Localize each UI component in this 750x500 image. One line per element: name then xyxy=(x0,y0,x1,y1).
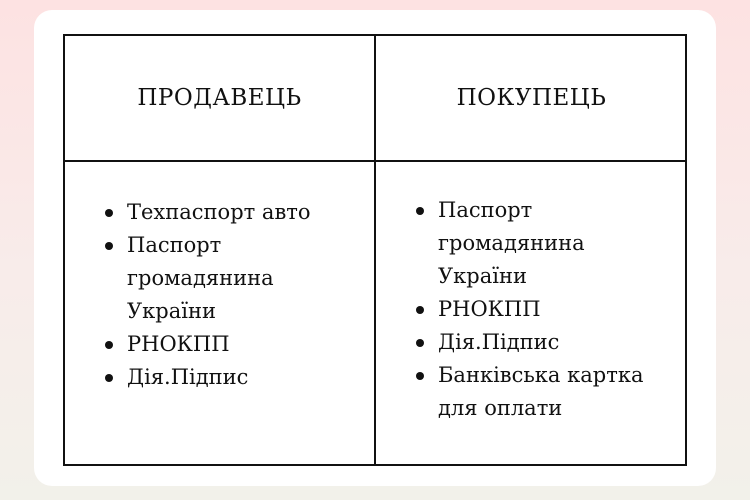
list-item-text: Дія.Підпис xyxy=(127,365,249,389)
list-item xyxy=(416,194,664,293)
list-item xyxy=(105,229,345,328)
buyer-header: ПОКУПЕЦЬ xyxy=(456,85,607,111)
buyer-items-list xyxy=(416,194,664,425)
list-item-text: Паспорт громадянина України xyxy=(127,233,274,323)
seller-header-cell xyxy=(65,36,376,162)
bullet-icon xyxy=(105,374,113,382)
buyer-items-cell xyxy=(376,162,687,464)
list-item xyxy=(105,328,345,361)
list-item-text: Техпаспорт авто xyxy=(127,200,311,224)
seller-header: ПРОДАВЕЦЬ xyxy=(137,85,302,111)
list-item xyxy=(416,326,664,359)
seller-items-list xyxy=(105,196,345,394)
bullet-icon xyxy=(416,207,424,215)
bullet-icon xyxy=(105,341,113,349)
bullet-icon xyxy=(105,209,113,217)
documents-table xyxy=(63,34,687,466)
list-item-text: РНОКПП xyxy=(127,332,230,356)
bullet-icon xyxy=(416,372,424,380)
list-item-text: Дія.Підпис xyxy=(438,330,560,354)
list-item xyxy=(105,196,345,229)
buyer-header-cell xyxy=(376,36,687,162)
list-item xyxy=(105,361,345,394)
seller-items-cell xyxy=(65,162,376,464)
list-item-text: Паспорт громадянина України xyxy=(438,198,585,288)
list-item-text: РНОКПП xyxy=(438,297,541,321)
list-item-text: Банківська картка для оплати xyxy=(438,363,644,420)
bullet-icon xyxy=(416,306,424,314)
bullet-icon xyxy=(416,339,424,347)
list-item xyxy=(416,293,664,326)
bullet-icon xyxy=(105,242,113,250)
list-item xyxy=(416,359,664,425)
